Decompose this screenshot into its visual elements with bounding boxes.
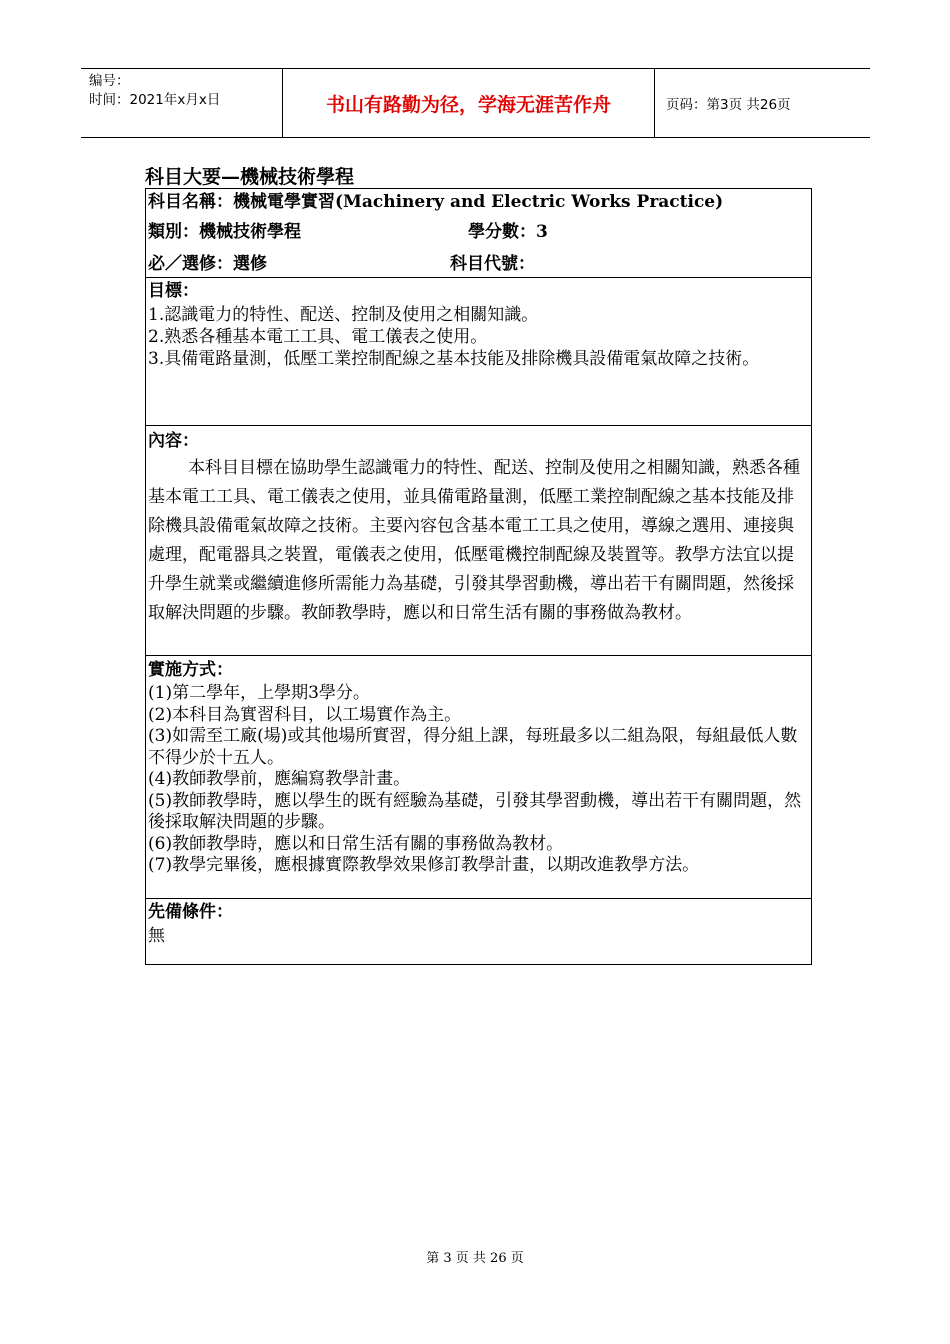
header-slogan: 书山有路勤为径，学海无涯苦作舟 xyxy=(282,69,655,137)
course-required: 必／選修：選修 xyxy=(148,254,267,274)
implementation-list xyxy=(148,683,811,877)
course-credits: 學分數：3 xyxy=(468,222,548,242)
header-page-info: 页码：第3页 共26页 xyxy=(666,97,791,113)
objective-item: 3.具備電路量測，低壓工業控制配線之基本技能及排除機具設備電氣故障之技術。 xyxy=(148,349,760,369)
implementation-item: (5)教師教學時，應以學生的既有經驗為基礎，引發其學習動機，導出若干有關問題，然後採取解決問題的步驟。 xyxy=(148,790,802,832)
header-date: 时间：2021年x月x日 xyxy=(89,92,221,108)
course-code: 科目代號： xyxy=(450,254,535,274)
page-header xyxy=(81,68,870,138)
implementation-section xyxy=(146,655,811,898)
header-meta xyxy=(81,69,282,137)
document-title: 科目大要—機械技術學程 xyxy=(145,166,355,188)
content-heading: 內容： xyxy=(148,431,199,451)
content-paragraph: 本科目目標在協助學生認識電力的特性、配送、控制及使用之相關知識，熟悉各種基本電工工具、電工儀表之使用，並具備電路量測，低壓工業控制配線之基本技能及排除機具設備電氣故障之技術。主要內容包含基本電工工具之使用，導線之選用、連接與處理，配電器具之裝置，電儀表之使用，低壓電機控制配線及裝置等。教學方法宜以提升學生就業或繼續進修所需能力為基礎，引發其學習動機，導出若干有關問題，然後採取解決問題的步驟。教師教學時，應以和日常生活有關的事務做為教材。 xyxy=(148,458,800,623)
content-section xyxy=(146,425,811,655)
course-category: 類別：機械技術學程 xyxy=(148,222,301,242)
page-footer: 第 3 页 共 26 页 xyxy=(426,1251,524,1266)
implementation-item: (6)教師教學時，應以和日常生活有關的事務做為教材。 xyxy=(148,833,564,854)
implementation-item: (2)本科目為實習科目，以工場實作為主。 xyxy=(148,704,462,725)
course-info-section xyxy=(146,189,811,277)
objectives-list xyxy=(148,304,811,370)
objective-item: 2.熟悉各種基本電工工具、電工儀表之使用。 xyxy=(148,327,488,347)
header-number: 编号： xyxy=(89,73,130,89)
prerequisites-heading: 先備條件： xyxy=(148,902,233,922)
objectives-heading: 目標： xyxy=(148,281,199,301)
implementation-item: (4)教師教學前，應編寫教學計畫。 xyxy=(148,769,411,789)
objective-item: 1.認識電力的特性、配送、控制及使用之相關知識。 xyxy=(148,305,539,325)
course-name: 科目名稱：機械電學實習(Machinery and Electric Works Practice) xyxy=(148,192,724,212)
course-outline-table xyxy=(145,188,812,965)
objectives-section xyxy=(146,277,811,425)
implementation-item: (3)如需至工廠(場)或其他場所實習，得分組上課，每班最多以二組為限，每組最低人數不得少於十五人。 xyxy=(148,726,798,768)
implementation-item: (1)第二學年，上學期3學分。 xyxy=(148,683,370,703)
prerequisites-value: 無 xyxy=(148,926,165,946)
prerequisites-section xyxy=(146,898,811,964)
implementation-item: (7)教學完畢後，應根據實際教學效果修訂教學計畫，以期改進教學方法。 xyxy=(148,855,700,875)
implementation-heading: 實施方式： xyxy=(148,660,233,680)
